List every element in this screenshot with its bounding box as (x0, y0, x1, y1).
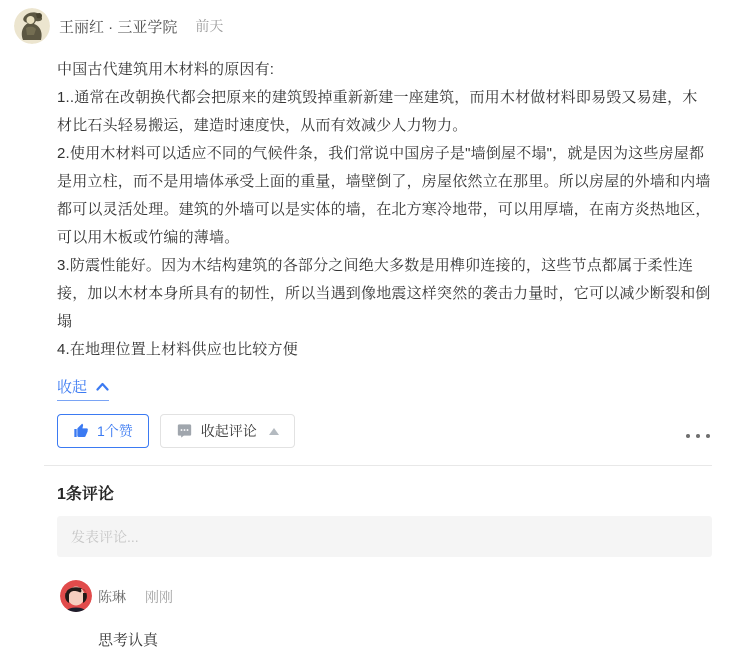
triangle-up-icon (269, 428, 279, 435)
comment-text: 思考认真 (98, 632, 159, 649)
commenter-name[interactable]: 陈琳 (98, 589, 126, 605)
comment-item (57, 580, 712, 650)
comments-count: 1条评论 (57, 486, 114, 503)
commenter-avatar[interactable] (60, 580, 92, 612)
post-paragraph: 2.使用木材料可以适应不同的气候件条，我们常说中国房子是"墙倒屋不塌"，就是因为这些房屋都是用立柱，而不是用墙体承受上面的重量，墙壁倒了，房屋依然立在那里。所以房屋的外墙和内墙都可以灵活处理。建筑的外墙可以是实体的墙，在北方寒冷地带，可以用厚墙，在南方炎热地区，可以用木板或竹编的薄墙。 (57, 145, 711, 246)
comment-toggle-label: 收起评论 (200, 423, 257, 439)
commenter-avatar-photo (60, 580, 92, 612)
comment-main (98, 580, 173, 650)
post-paragraph: 1..通常在改朝换代都会把原来的建筑毁掉重新新建一座建筑，而用木材做材料即易毁又易建，木材比石头轻易搬运，建造时速度快，从而有效减少人力物力。 (57, 89, 698, 134)
comment-meta (98, 587, 173, 607)
comment-time: 刚刚 (145, 589, 173, 605)
comment-bubble-icon (176, 423, 193, 439)
post-paragraph: 中国古代建筑用木材料的原因有: (57, 61, 275, 78)
author-avatar[interactable] (14, 8, 50, 44)
post-paragraph: 4.在地理位置上材料供应也比较方便 (57, 341, 298, 358)
actions-row (0, 414, 739, 448)
comment-input[interactable] (57, 516, 712, 557)
like-button[interactable] (57, 414, 149, 448)
thumbs-up-icon (73, 423, 89, 439)
author-name[interactable]: 王丽红 · 三亚学院 (59, 18, 178, 36)
ellipsis-icon (686, 434, 710, 438)
section-divider (44, 465, 712, 466)
collapse-label: 收起 (57, 379, 88, 396)
author-avatar-illustration (14, 8, 50, 44)
comment-toggle-button[interactable] (160, 414, 295, 448)
collapse-link[interactable] (57, 376, 109, 401)
collapse-row (0, 376, 739, 401)
post-header (0, 0, 739, 44)
chevron-up-icon (96, 382, 109, 391)
post-content (0, 56, 739, 364)
more-options-button[interactable] (684, 428, 712, 444)
like-label: 1个赞 (97, 423, 133, 439)
post-paragraph: 3.防震性能好。因为木结构建筑的各部分之间绝大多数是用榫卯连接的，这些节点都属于柔性连接，加以木材本身所具有的韧性，所以当遇到像地震这样突然的袭击力量时，它可以减少断裂和倒塌 (57, 257, 711, 330)
comments-section (0, 481, 739, 650)
post-time: 前天 (195, 18, 224, 34)
